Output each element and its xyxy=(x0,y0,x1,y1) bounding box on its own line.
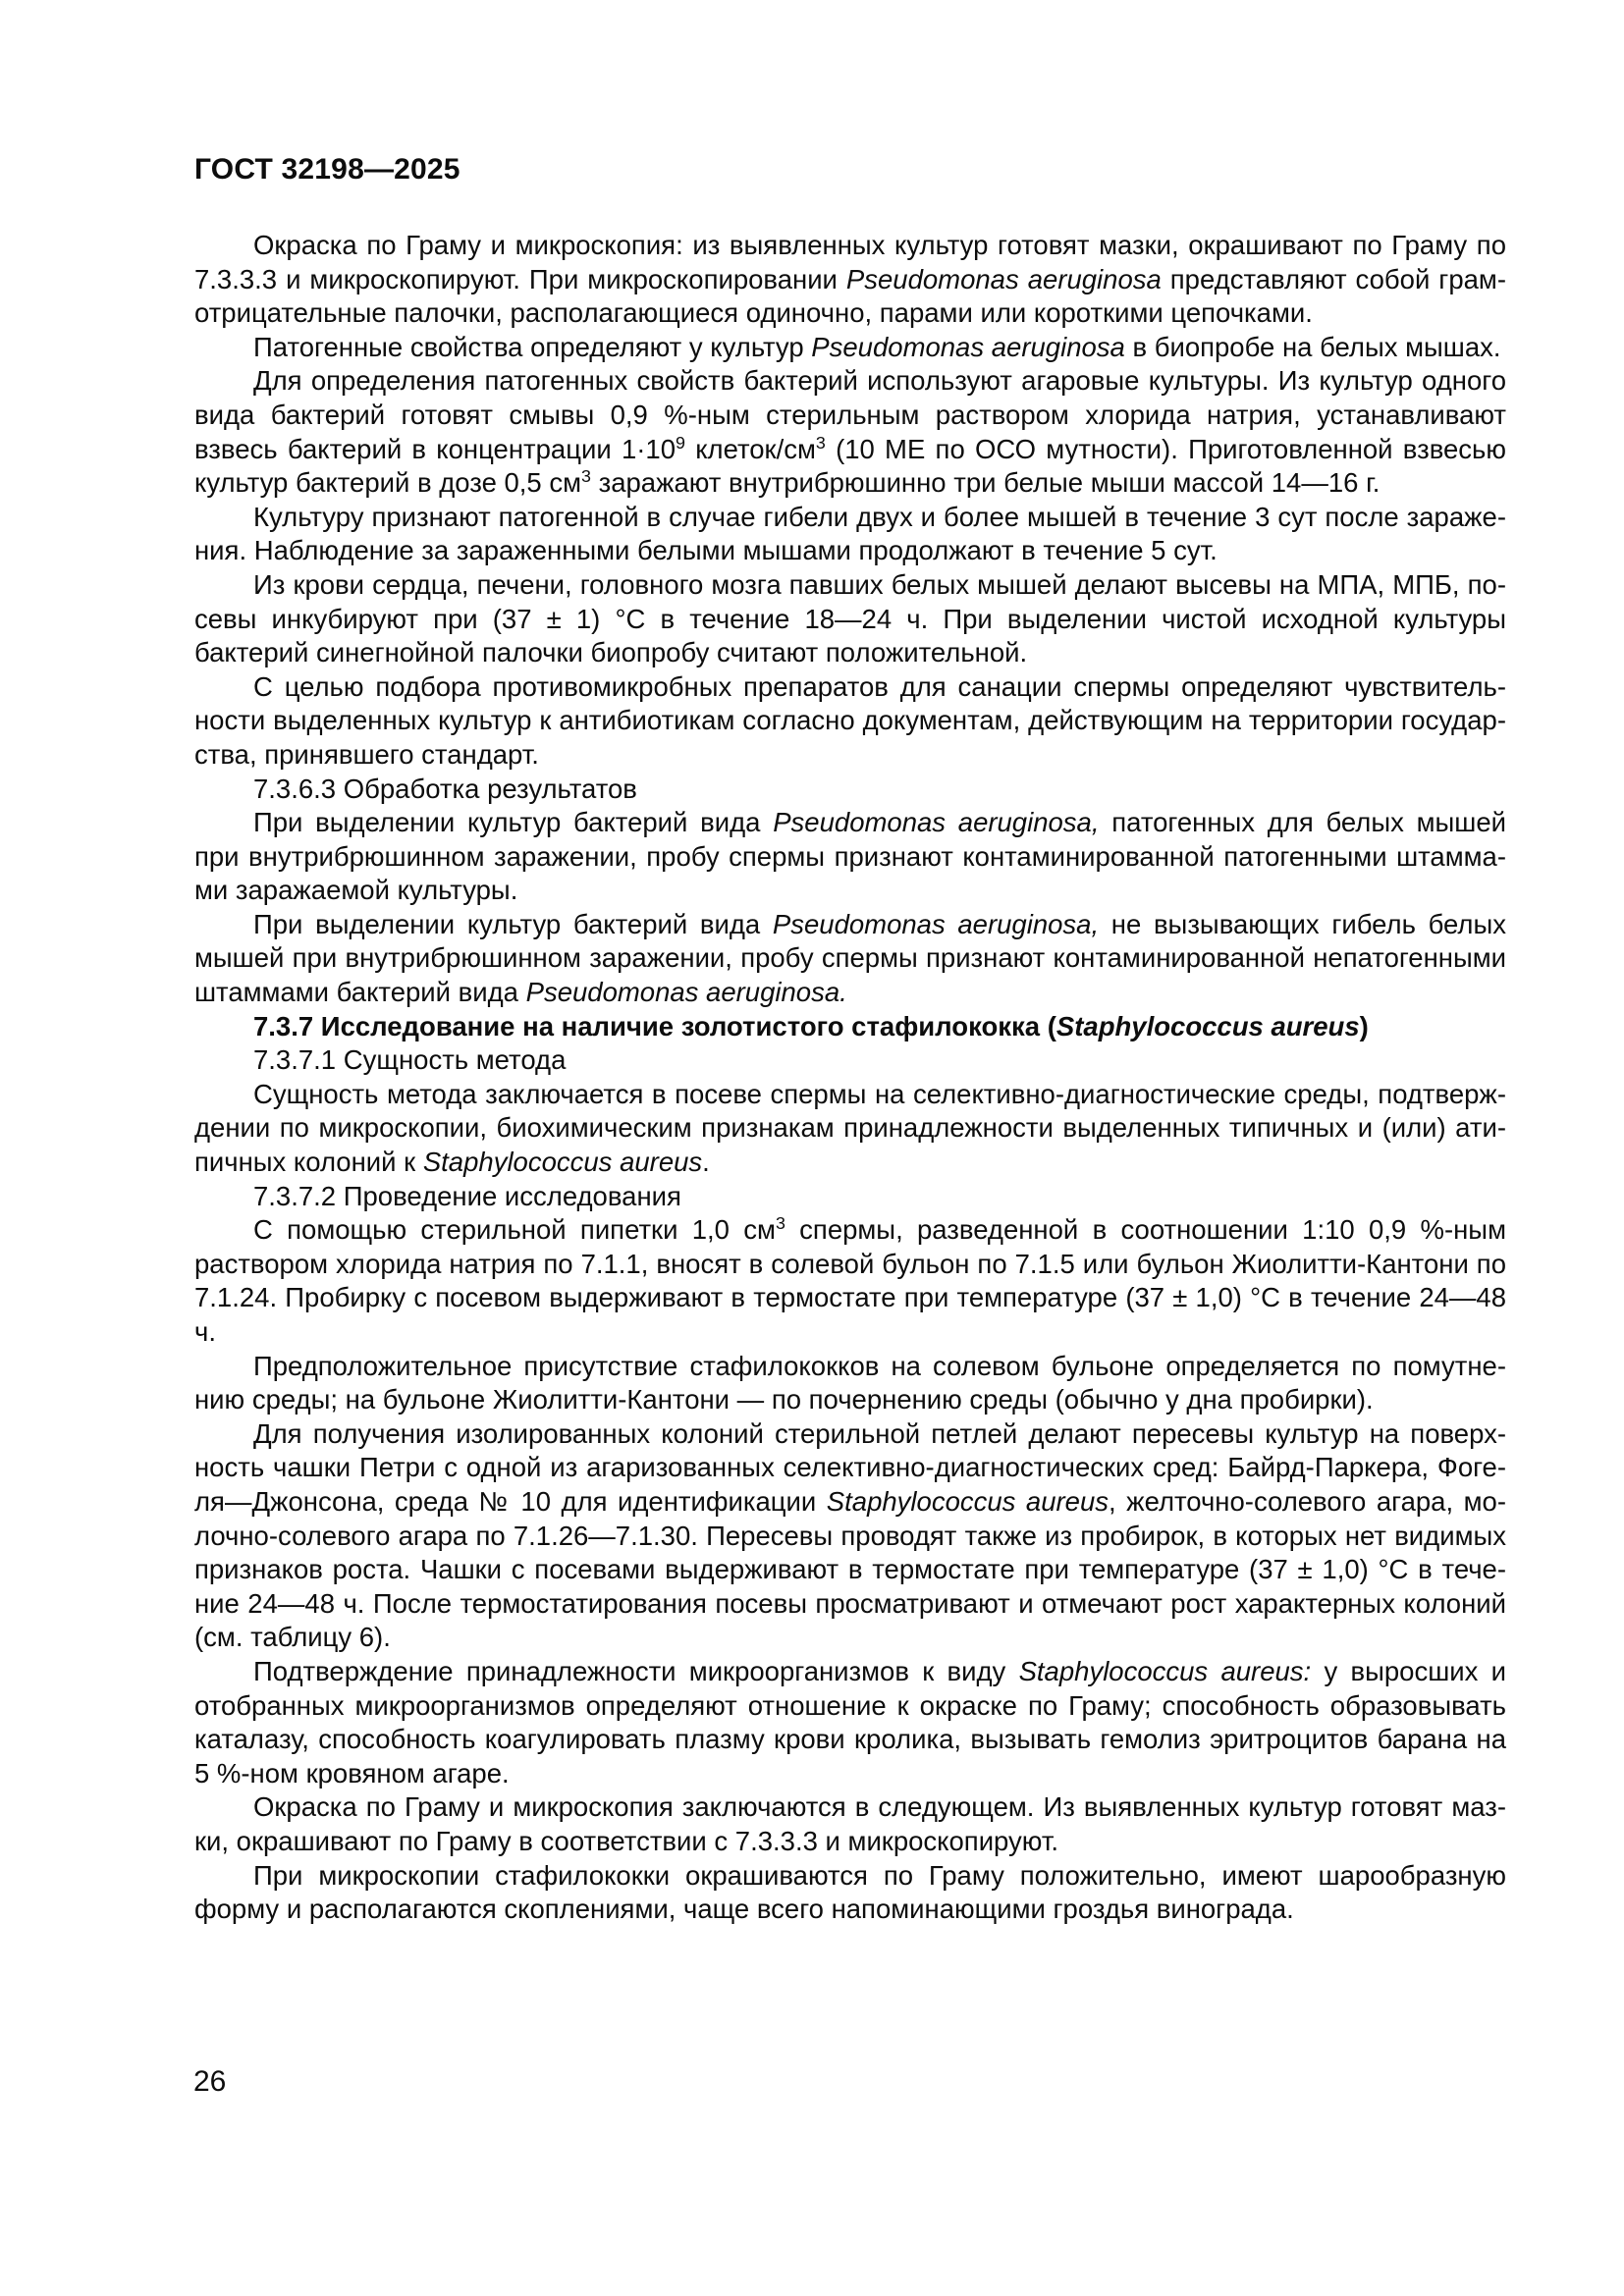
text-segment: Окраска по Граму и микроскопия заключаются в следующем. Из выявленных культур готовят мазки, окрашивают по Граму в соответствии с 7.3.3.3 и микроскопируют. xyxy=(194,1791,1506,1856)
italic-text: Pseudomonas aeruginosa, xyxy=(772,908,1100,939)
italic-text: Staphylococcus aureus xyxy=(826,1485,1110,1517)
paragraph xyxy=(194,364,1506,500)
italic-text: Staphylococcus aureus xyxy=(1056,1010,1360,1041)
text-segment: Сущность метода заключается в посеве спермы на селективно-диагностические среды, подтверждении по микроскопии, биохимическим признакам принадлежности выделенных типичных и (или) атипичных колоний к xyxy=(194,1078,1506,1178)
paragraph xyxy=(194,1859,1506,1927)
section-heading xyxy=(194,1010,1506,1044)
text-segment: (10 МЕ по ОСО мутности). Приготовленной взвесью культур бактерий в дозе 0,5 см xyxy=(194,433,1507,499)
text-segment: не вызывающих гибель белых мышей при внутрибрюшинном заражении, пробу спермы признают контаминированной непатогенными штаммами бактерий вида xyxy=(194,908,1506,1008)
text-segment: Из крови сердца, печени, головного мозга павших белых мышей делают высевы на МПА, МПБ, посевы инкубируют при (37 ± 1) °С в течение 18—24 ч. При выделении чистой исходной культуры бактерий синегнойной палочки биопробу считают положительной. xyxy=(194,568,1506,668)
text-segment: При выделении культур бактерий вида xyxy=(253,807,774,838)
text-segment: При микроскопии стафилококки окрашиваются по Граму положительно, имеют шарообразную форму и располагаются скоплениями, чаще всего напоминающими гроздья винограда. xyxy=(194,1859,1506,1925)
paragraph xyxy=(194,331,1506,365)
text-segment: Окраска по Граму и микроскопия: из выявленных культур готовят мазки, окрашивают по Граму по 7.3.3.3 и микроскопируют. При микроскопировании xyxy=(194,230,1506,294)
paragraph xyxy=(194,1078,1506,1180)
superscript-text: 3 xyxy=(775,1213,785,1234)
text-segment: С целью подбора противомикробных препаратов для санации спермы определяют чувствительности выделенных культур к антибиотикам согласно документам, действующим на территории государства, принявшего стандарт. xyxy=(194,670,1506,770)
text-segment: Для получения изолированных колоний стерильной петлей делают пересевы культур на поверхность чашки Петри с одной из агаризованных селективно-диагностических сред: Байрд-Паркера, Фогеля—Джонсона, среда № 10 для идентификации xyxy=(194,1417,1506,1517)
paragraph xyxy=(194,229,1506,331)
text-segment: патогенных для белых мышей при внутрибрюшинном заражении, пробу спермы признают контаминированной патогенными штаммами заражаемой культуры. xyxy=(194,807,1507,906)
paragraph xyxy=(194,1350,1506,1417)
superscript-text: 3 xyxy=(815,432,826,453)
text-segment: у выросших и отобранных микроорганизмов определяют отношение к окраске по Граму; способность образовывать каталазу, способность коагулировать плазму крови кролика, вызывать гемолиз эритроцитов барана на 5 %-ном кровяном агаре. xyxy=(194,1655,1506,1789)
superscript-text: 3 xyxy=(581,466,591,486)
paragraph xyxy=(194,1655,1506,1790)
text-segment: При выделении культур бактерий вида xyxy=(253,908,773,939)
text-segment: ) xyxy=(1359,1010,1369,1041)
paragraph xyxy=(194,670,1506,773)
page-number: 26 xyxy=(193,2065,227,2098)
superscript-text: 9 xyxy=(676,432,685,453)
text-segment: 7.3.7.1 Сущность метода xyxy=(253,1044,567,1076)
text-segment: Предположительное присутствие стафилококков на солевом бульоне определяется по помутнению среды; на бульоне Жиолитти-Кантони — по почернению среды (обычно у дна пробирки). xyxy=(194,1350,1506,1415)
section-heading xyxy=(194,1180,1506,1214)
italic-text: Pseudomonas aeruginosa xyxy=(845,263,1162,294)
text-segment: Культуру признают патогенной в случае гибели двух и более мышей в течение 3 сут после заражения. Наблюдение за зараженными белыми мышами продолжают в течение 5 сут. xyxy=(194,501,1506,566)
text-segment: спермы, разведенной в соотношении 1:10 0,9 %-ным раствором хлорида натрия по 7.1.1, вносят в солевой бульон по 7.1.5 или бульон Жиолитти-Кантони по 7.1.24. Пробирку с посевом выдерживают в термостате при температуре (37 ± 1,0) °С в течение 24—48 ч. xyxy=(194,1214,1506,1347)
paragraph xyxy=(194,1790,1506,1858)
text-segment: , желточно-солевого агара, молочно-солевого агара по 7.1.26—7.1.30. Пересевы проводят также из пробирок, в которых нет видимых признаков роста. Чашки с посевами выдерживают в термостате при температуре (37 ± 1,0) °С в течение 24—48 ч. После термостатирования посевы просматривают и отмечают рост характерных колоний (см. таблицу 6). xyxy=(194,1485,1506,1653)
italic-text: Staphylococcus aureus xyxy=(422,1147,703,1178)
page-content xyxy=(194,152,1506,1927)
italic-text: Pseudomonas aeruginosa xyxy=(811,331,1125,362)
text-segment: С помощью стерильной пипетки 1,0 см xyxy=(253,1214,776,1246)
paragraph xyxy=(194,1417,1506,1655)
paragraph xyxy=(194,1213,1506,1349)
text-segment: Для определения патогенных свойств бактерий используют агаровые культуры. Из культур одного вида бактерий готовят смывы 0,9 %-ным стерильным раствором хлорида натрия, устанавливают взвесь бактерий в концентрации 1·10 xyxy=(194,365,1506,464)
italic-text: Staphylococcus aureus: xyxy=(1018,1655,1312,1686)
text-segment: заражают внутрибрюшинно три белые мыши массой 14—16 г. xyxy=(590,467,1380,499)
text-segment: 7.3.6.3 Обработка результатов xyxy=(253,773,637,804)
italic-text: Pseudomonas aeruginosa. xyxy=(525,977,847,1008)
text-segment: Подтверждение принадлежности микроорганизмов к виду xyxy=(253,1655,1019,1686)
document-body xyxy=(194,229,1506,1927)
paragraph xyxy=(194,568,1506,670)
italic-text: Pseudomonas aeruginosa, xyxy=(773,807,1100,838)
paragraph xyxy=(194,501,1506,568)
text-segment: 7.3.7 Исследование на наличие золотистого стафилококка ( xyxy=(253,1010,1056,1041)
section-heading xyxy=(194,1043,1506,1078)
document-header: ГОСТ 32198—2025 xyxy=(194,153,460,186)
text-segment: представляют собой грамотрицательные палочки, располагающиеся одиночно, парами или короткими цепочками. xyxy=(194,263,1506,329)
section-heading xyxy=(194,773,1506,807)
text-segment: клеток/см xyxy=(684,433,816,464)
text-segment: в биопробе на белых мышах. xyxy=(1124,331,1501,362)
paragraph xyxy=(194,908,1506,1010)
text-segment: 7.3.7.2 Проведение исследования xyxy=(253,1180,681,1211)
paragraph xyxy=(194,806,1506,908)
text-segment: Патогенные свойства определяют у культур xyxy=(253,331,812,362)
text-segment: . xyxy=(702,1147,710,1178)
